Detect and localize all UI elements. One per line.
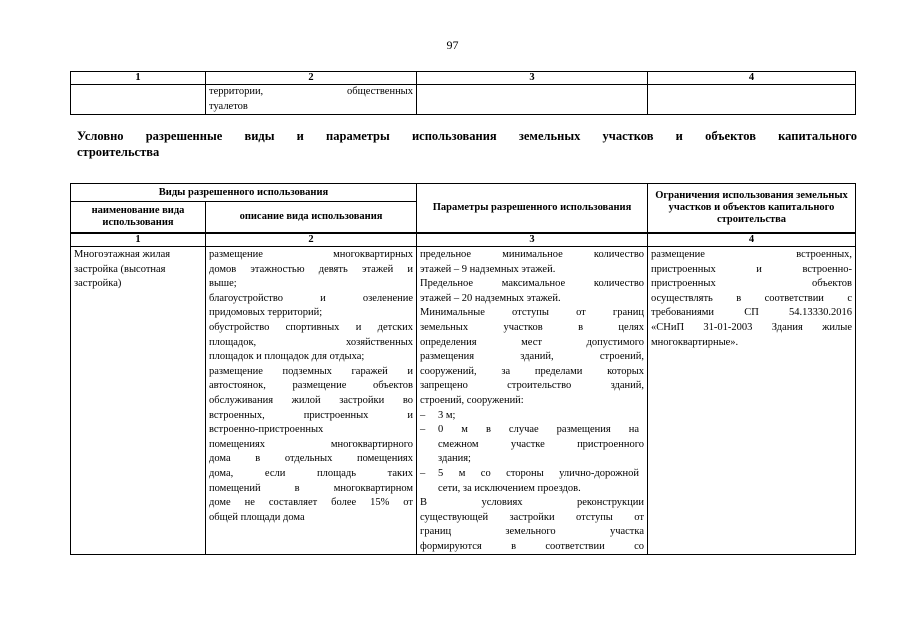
section-heading <box>77 128 857 160</box>
text-line: Предельное максимальное количество <box>420 278 645 290</box>
text-line: формируются в соответствии со <box>420 540 645 552</box>
text-line: этажей – 9 надземных этажей. <box>420 263 556 275</box>
text-line: обслуживания жилой застройки во <box>209 394 414 406</box>
parameters-cell <box>417 247 648 555</box>
parameters-header: Параметры разрешенного использования <box>417 184 648 234</box>
table-header-row <box>71 184 856 202</box>
list-item <box>420 409 644 424</box>
text-line: территории, общественных <box>209 86 413 97</box>
text-line: автостоянок, размещение объектов <box>209 380 414 392</box>
text-line: помещениях многоквартирного <box>209 438 414 450</box>
usage-description-cell <box>206 247 417 555</box>
column-numbers-row <box>71 233 856 247</box>
text-line: встроенных, пристроенных и <box>209 409 414 421</box>
column-number-4: 4 <box>648 233 856 247</box>
text-line: размещение встроенных, <box>651 249 853 260</box>
text-line: пристроенных и встроенно- <box>651 263 853 275</box>
text-line: размещение подземных гаражей и <box>209 365 414 377</box>
heading-line: строительства <box>77 145 160 159</box>
text-line: границ земельного участка <box>420 526 645 538</box>
text-line: смежном участке пристроенного <box>438 438 645 450</box>
text-line: определения мест допустимого <box>420 336 645 348</box>
text-line: предельное минимальное количество <box>420 249 645 260</box>
text-line: сооружений, за пределами которых <box>420 365 645 377</box>
text-line: земельных участков в целях <box>420 321 645 333</box>
column-number-3: 3 <box>417 72 648 85</box>
text-line: многоквартирные». <box>651 336 739 348</box>
text-line: 5 м со стороны улично-дорожной <box>438 467 640 479</box>
text-line: существующей застройки отступы от <box>420 511 645 523</box>
table-row <box>71 247 856 555</box>
table-row <box>71 85 856 115</box>
text-line: здания; <box>438 453 471 465</box>
usage-name-cell <box>71 247 206 555</box>
text-line: дома, если площадь таких <box>209 467 414 479</box>
text-line: требованиями СП 54.13330.2016 <box>651 307 853 319</box>
page-number: 97 <box>446 38 459 52</box>
text-line: дома в отдельных помещениях <box>209 453 414 465</box>
table-cell <box>206 85 417 115</box>
continuation-table <box>70 71 856 115</box>
text-line: встроенно-пристроенных <box>209 424 324 436</box>
text-line: выше; <box>209 278 237 290</box>
text-line: строений, сооружений: <box>420 394 524 406</box>
text-line: площадок и площадок для отдыха; <box>209 351 365 363</box>
text-line: застройка (высотная <box>74 263 166 275</box>
text-line: этажей – 20 надземных этажей. <box>420 292 561 304</box>
column-number-1: 1 <box>71 72 206 85</box>
table-header-row <box>71 72 856 85</box>
text-line: запрещено строительство зданий, <box>420 380 645 392</box>
usage-table <box>70 183 856 555</box>
text-line: В условиях реконструкции <box>420 497 645 509</box>
restrictions-cell <box>648 247 856 555</box>
column-number-3: 3 <box>417 233 648 247</box>
column-number-2: 2 <box>206 233 417 247</box>
text-line: Многоэтажная жилая <box>74 249 171 260</box>
dash-marker: – <box>420 409 426 421</box>
column-number-4: 4 <box>648 72 856 85</box>
text-line: осуществлять в соответствии с <box>651 292 853 304</box>
text-line: благоустройство и озеленение <box>209 292 414 304</box>
table-cell <box>71 85 206 115</box>
dash-marker: – <box>420 424 426 436</box>
text-line: общей площади дома <box>209 511 305 523</box>
text-line: размещения зданий, строений, <box>420 351 645 363</box>
group-header: Виды разрешенного использования <box>71 184 417 202</box>
text-line: помещений в многоквартирном <box>209 482 414 494</box>
text-line: 0 м в случае размещения на <box>438 424 640 436</box>
text-line: застройка) <box>74 278 122 290</box>
text-line: придомовых территорий; <box>209 307 323 319</box>
column-number-1: 1 <box>71 233 206 247</box>
text-line: сети, за исключением проездов. <box>438 482 581 494</box>
text-line: домов этажностью девять этажей и <box>209 263 414 275</box>
restrictions-header: Ограничения использования земельных участков и объектов капитального строительства <box>648 184 856 234</box>
text-line: обустройство спортивных и детских <box>209 321 414 333</box>
dash-marker: – <box>420 467 426 479</box>
list-item <box>420 423 644 467</box>
heading-line: Условно разрешенные виды и параметры использования земельных участков и объектов капитального <box>77 129 857 143</box>
table-cell <box>417 85 648 115</box>
list-item <box>420 467 644 496</box>
text-line: размещение многоквартирных <box>209 249 414 260</box>
text-line: «СНиП 31-01-2003 Здания жилые <box>651 321 853 333</box>
text-line: пристроенных объектов <box>651 278 853 290</box>
table-cell <box>648 85 856 115</box>
column-number-2: 2 <box>206 72 417 85</box>
description-subheader: описание вида использования <box>206 202 417 234</box>
text-line: туалетов <box>209 100 248 112</box>
text-line: площадок, хозяйственных <box>209 336 414 348</box>
text-line: доме не составляет более 15% от <box>209 497 414 509</box>
text-line: Минимальные отступы от границ <box>420 307 645 319</box>
name-subheader: наименование вида использования <box>71 202 206 234</box>
text-line: 3 м; <box>438 409 456 421</box>
